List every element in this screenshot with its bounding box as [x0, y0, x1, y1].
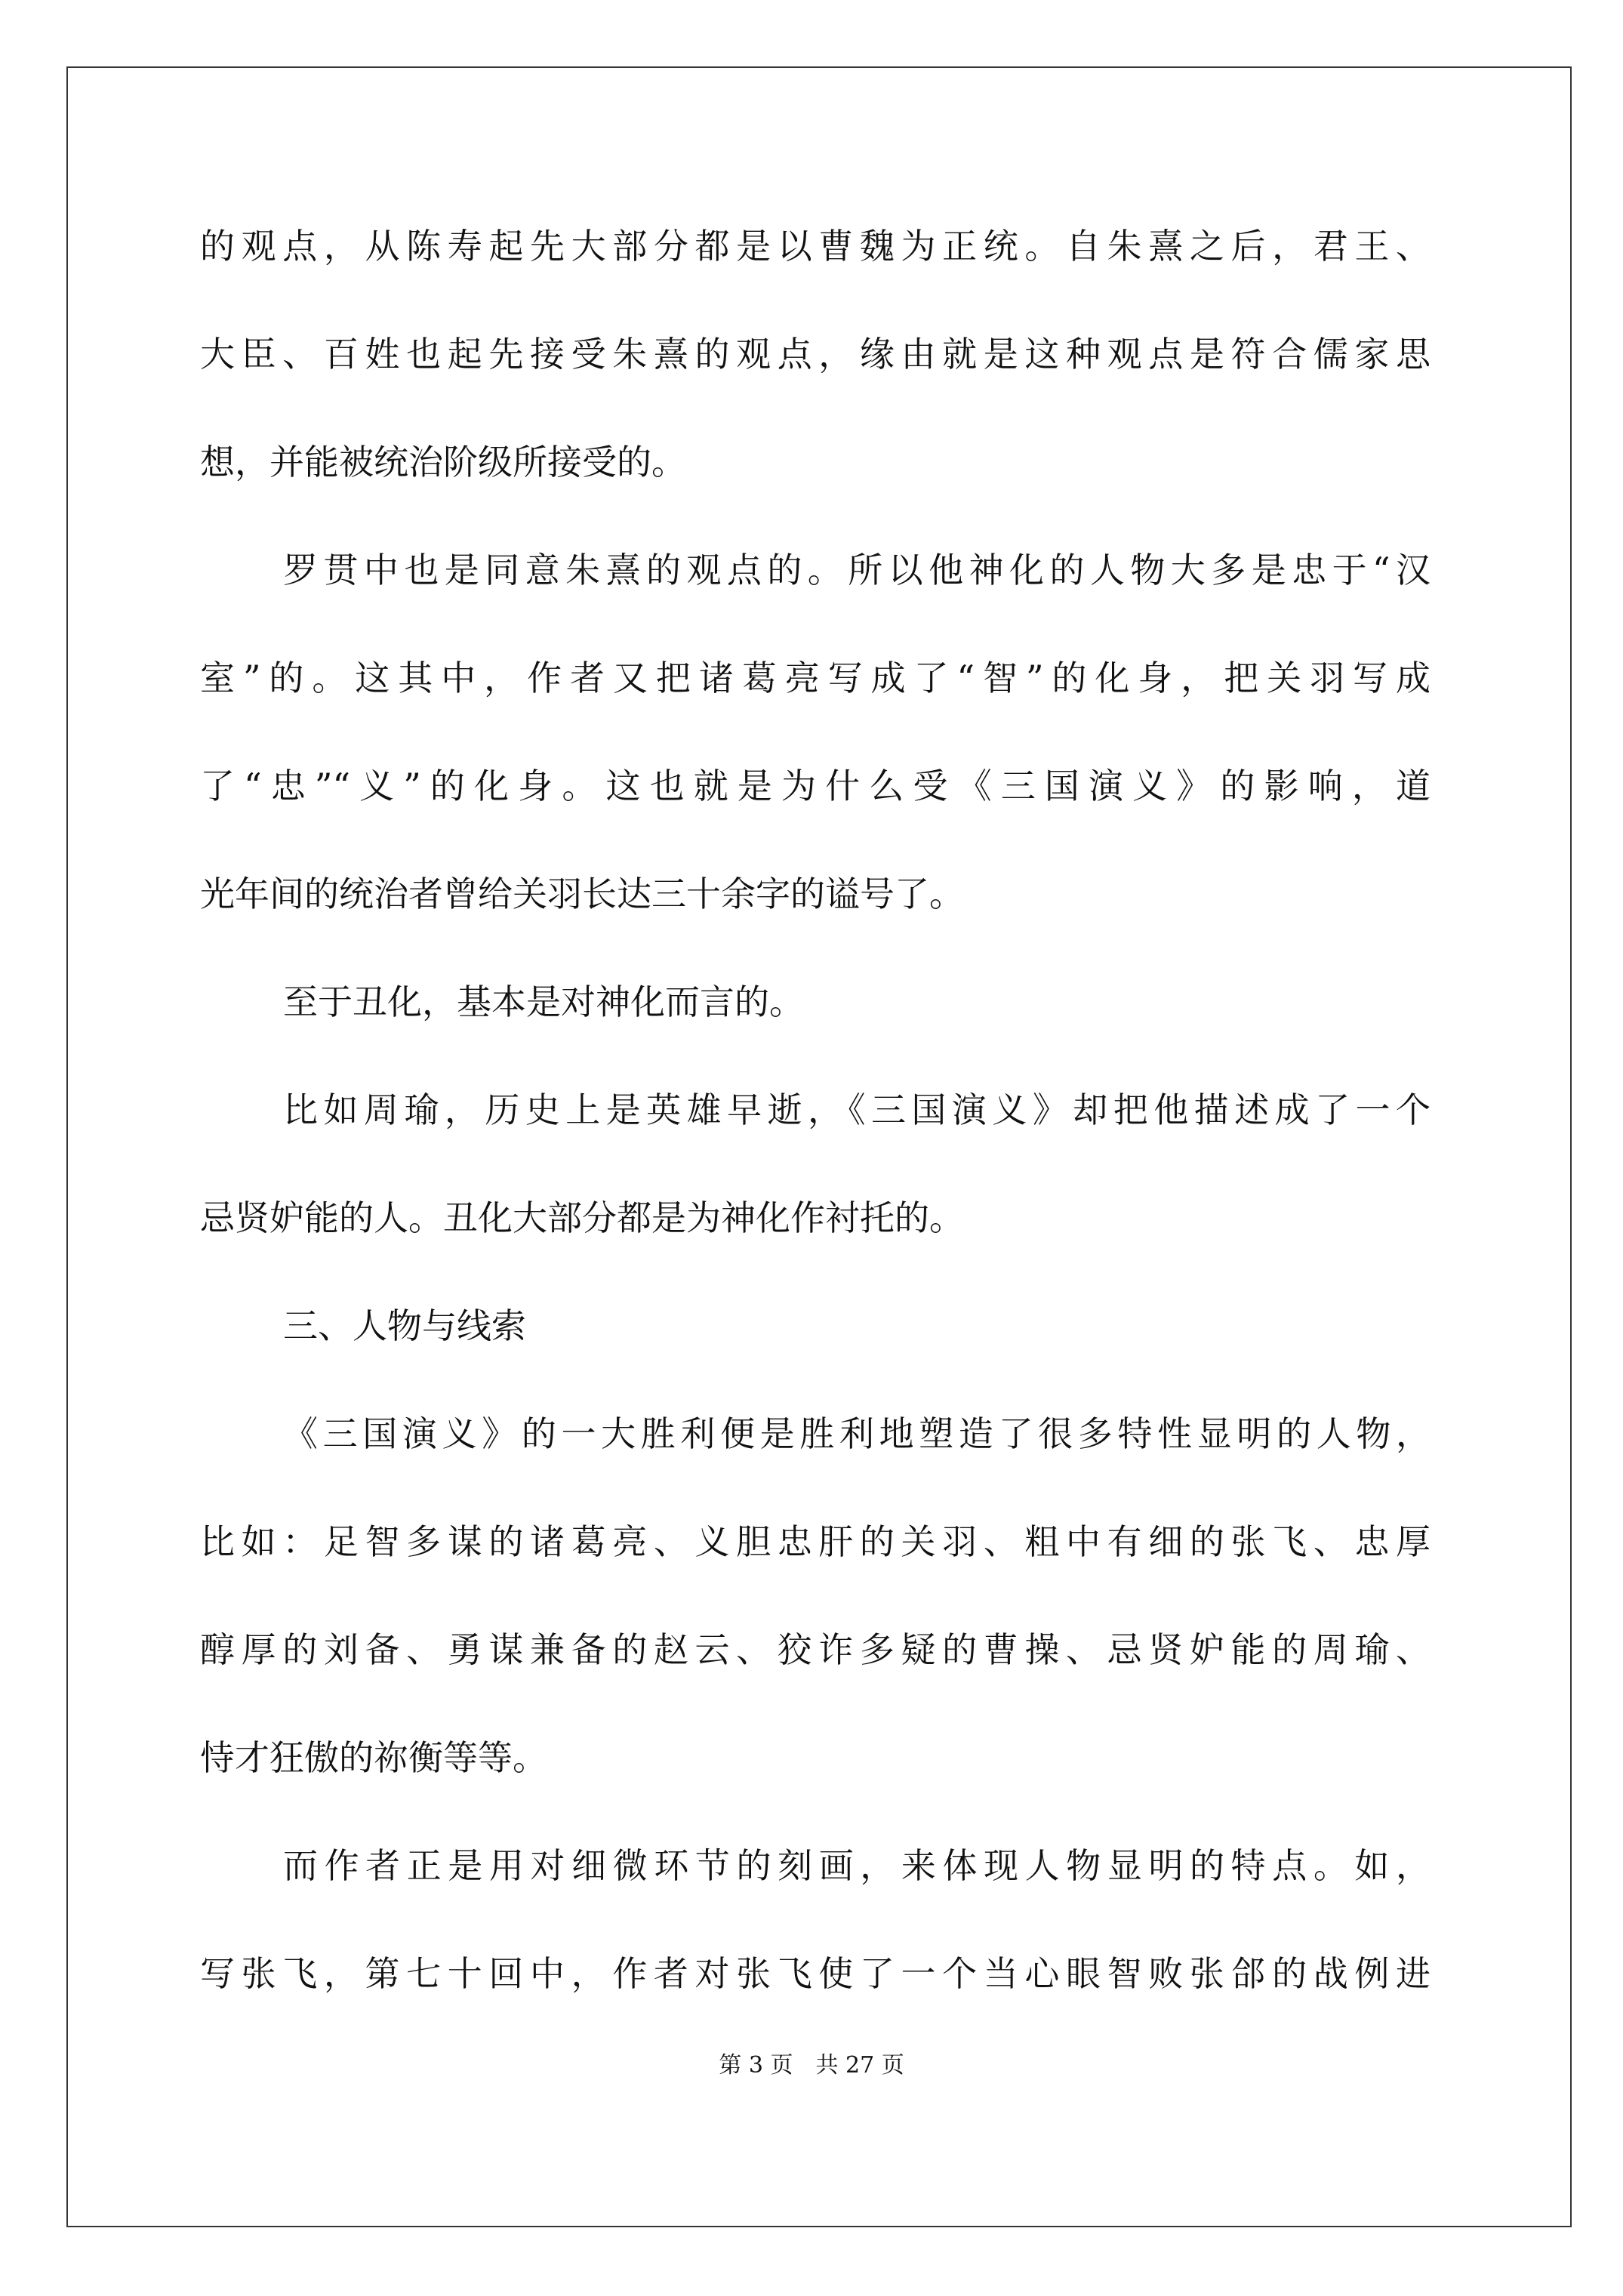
text-line: 室”的。这其中，作者又把诸葛亮写成了“智”的化身，把关羽写成: [200, 658, 1431, 698]
text-line: 至于丑化，基本是对神化而言的。: [283, 982, 804, 1022]
text-line: 《三国演义》的一大胜利便是胜利地塑造了很多特性显明的人物，: [283, 1413, 1431, 1454]
text-line: 三、人物与线索: [283, 1305, 526, 1346]
text-line: 比如周瑜，历史上是英雄早逝，《三国演义》却把他描述成了一个: [283, 1089, 1431, 1130]
text-line: 光年间的统治者曾给关羽长达三十余字的谥号了。: [200, 874, 964, 914]
text-line: 而作者正是用对细微环节的刻画，来体现人物显明的特点。如，: [283, 1845, 1431, 1886]
text-line: 的观点，从陈寿起先大部分都是以曹魏为正统。自朱熹之后，君王、: [200, 226, 1431, 267]
document-body: [200, 193, 1431, 2028]
page-number-footer: 第 3 页 共 27 页: [719, 2052, 904, 2079]
text-line: 恃才狂傲的祢衡等等。: [200, 1737, 547, 1778]
text-line: 想，并能被统治阶级所接受的。: [200, 442, 686, 482]
text-line: 醇厚的刘备、勇谋兼备的赵云、狡诈多疑的曹操、忌贤妒能的周瑜、: [200, 1629, 1431, 1670]
text-line: 大臣、百姓也起先接受朱熹的观点，缘由就是这种观点是符合儒家思: [200, 334, 1431, 374]
text-line: 忌贤妒能的人。丑化大部分都是为神化作衬托的。: [200, 1197, 964, 1238]
text-line: 罗贯中也是同意朱熹的观点的。所以他神化的人物大多是忠于“汉: [283, 550, 1431, 590]
text-line: 比如：足智多谋的诸葛亮、义胆忠肝的关羽、粗中有细的张飞、忠厚: [200, 1521, 1431, 1562]
text-line: 写张飞，第七十回中，作者对张飞使了一个当心眼智败张郃的战例进: [200, 1953, 1431, 1994]
text-line: 了“忠”“义”的化身。这也就是为什么受《三国演义》的影响，道: [200, 766, 1431, 806]
